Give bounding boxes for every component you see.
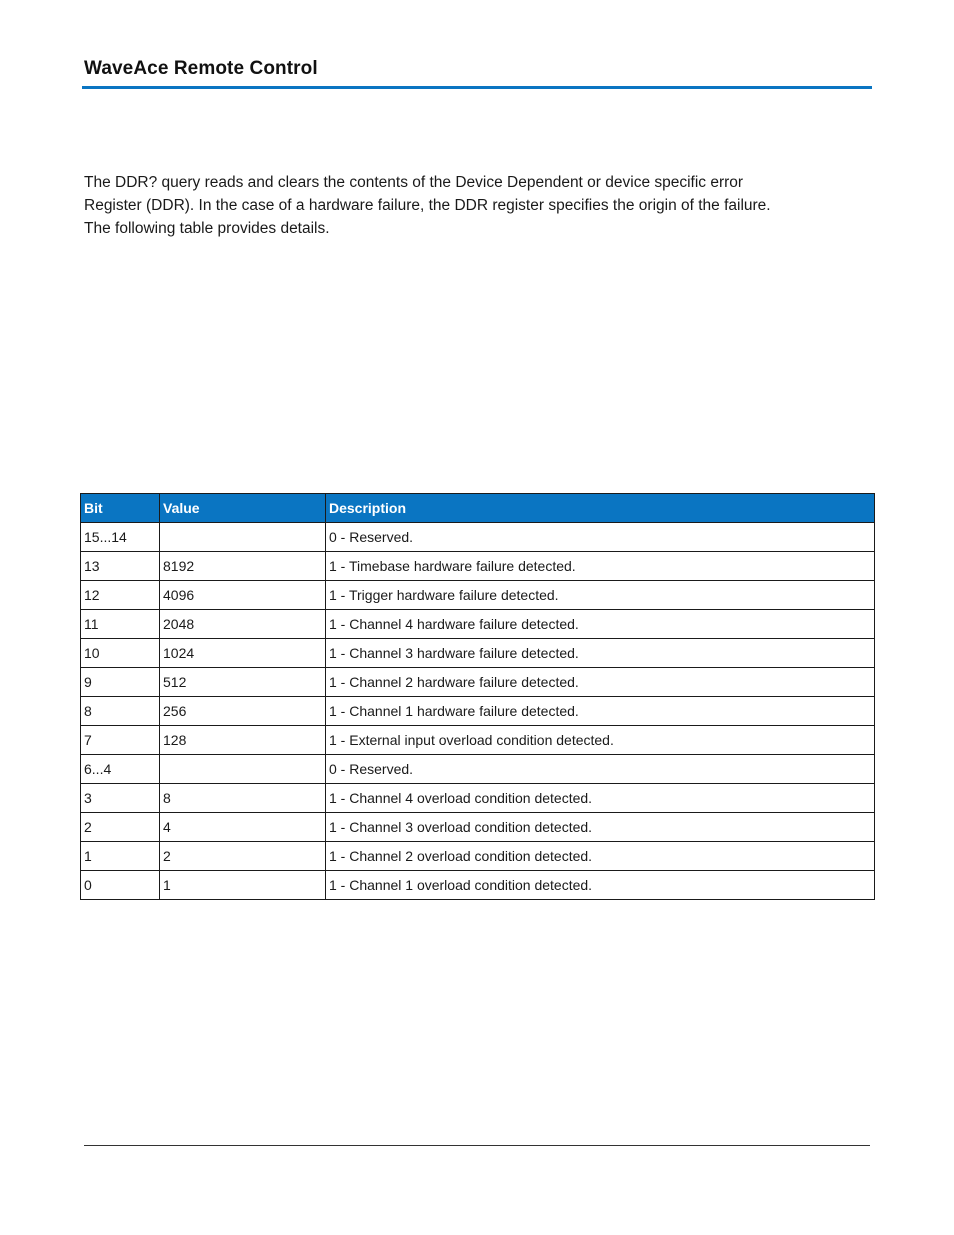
cell-bit: 7 bbox=[81, 726, 160, 755]
table-row bbox=[81, 755, 875, 784]
table-row bbox=[81, 639, 875, 668]
column-header-bit: Bit bbox=[81, 494, 160, 523]
cell-value bbox=[160, 523, 326, 552]
cell-bit: 10 bbox=[81, 639, 160, 668]
table-row bbox=[81, 610, 875, 639]
table-row bbox=[81, 581, 875, 610]
column-header-value: Value bbox=[160, 494, 326, 523]
cell-description: 1 - Channel 4 overload condition detected. bbox=[326, 784, 875, 813]
cell-bit: 2 bbox=[81, 813, 160, 842]
cell-value: 2048 bbox=[160, 610, 326, 639]
table-row bbox=[81, 697, 875, 726]
table-row bbox=[81, 813, 875, 842]
cell-bit: 8 bbox=[81, 697, 160, 726]
cell-value bbox=[160, 755, 326, 784]
cell-value: 4096 bbox=[160, 581, 326, 610]
table-row bbox=[81, 871, 875, 900]
cell-bit: 0 bbox=[81, 871, 160, 900]
cell-value: 512 bbox=[160, 668, 326, 697]
cell-description: 1 - Channel 3 hardware failure detected. bbox=[326, 639, 875, 668]
cell-description: 1 - Channel 1 overload condition detected. bbox=[326, 871, 875, 900]
cell-value: 4 bbox=[160, 813, 326, 842]
cell-bit: 9 bbox=[81, 668, 160, 697]
table-row bbox=[81, 668, 875, 697]
cell-bit: 13 bbox=[81, 552, 160, 581]
cell-bit: 1 bbox=[81, 842, 160, 871]
cell-value: 1 bbox=[160, 871, 326, 900]
cell-description: 1 - Channel 1 hardware failure detected. bbox=[326, 697, 875, 726]
cell-description: 1 - Channel 4 hardware failure detected. bbox=[326, 610, 875, 639]
cell-value: 8192 bbox=[160, 552, 326, 581]
page-header-title: WaveAce Remote Control bbox=[84, 58, 318, 79]
intro-line: The DDR? query reads and clears the contents of the Device Dependent or device specific error bbox=[84, 174, 744, 191]
cell-bit: 3 bbox=[81, 784, 160, 813]
cell-bit: 6...4 bbox=[81, 755, 160, 784]
table-row bbox=[81, 523, 875, 552]
intro-line: The following table provides details. bbox=[84, 220, 330, 237]
footer-divider bbox=[84, 1145, 870, 1146]
cell-description: 1 - Trigger hardware failure detected. bbox=[326, 581, 875, 610]
cell-value: 128 bbox=[160, 726, 326, 755]
table-row bbox=[81, 784, 875, 813]
ddr-bit-table bbox=[80, 493, 875, 900]
cell-value: 256 bbox=[160, 697, 326, 726]
cell-bit: 12 bbox=[81, 581, 160, 610]
table-row bbox=[81, 726, 875, 755]
cell-value: 2 bbox=[160, 842, 326, 871]
header-divider bbox=[82, 86, 872, 89]
table-header-row bbox=[81, 494, 875, 523]
cell-description: 1 - Timebase hardware failure detected. bbox=[326, 552, 875, 581]
cell-description: 0 - Reserved. bbox=[326, 523, 875, 552]
cell-description: 1 - Channel 3 overload condition detected. bbox=[326, 813, 875, 842]
table-row bbox=[81, 842, 875, 871]
column-header-description: Description bbox=[326, 494, 875, 523]
cell-bit: 15...14 bbox=[81, 523, 160, 552]
table-row bbox=[81, 552, 875, 581]
cell-description: 0 - Reserved. bbox=[326, 755, 875, 784]
cell-description: 1 - External input overload condition detected. bbox=[326, 726, 875, 755]
intro-paragraph bbox=[84, 171, 864, 240]
cell-bit: 11 bbox=[81, 610, 160, 639]
cell-value: 8 bbox=[160, 784, 326, 813]
cell-description: 1 - Channel 2 hardware failure detected. bbox=[326, 668, 875, 697]
cell-value: 1024 bbox=[160, 639, 326, 668]
cell-description: 1 - Channel 2 overload condition detected. bbox=[326, 842, 875, 871]
intro-line: Register (DDR). In the case of a hardware failure, the DDR register specifies the origin of the failure. bbox=[84, 197, 771, 214]
